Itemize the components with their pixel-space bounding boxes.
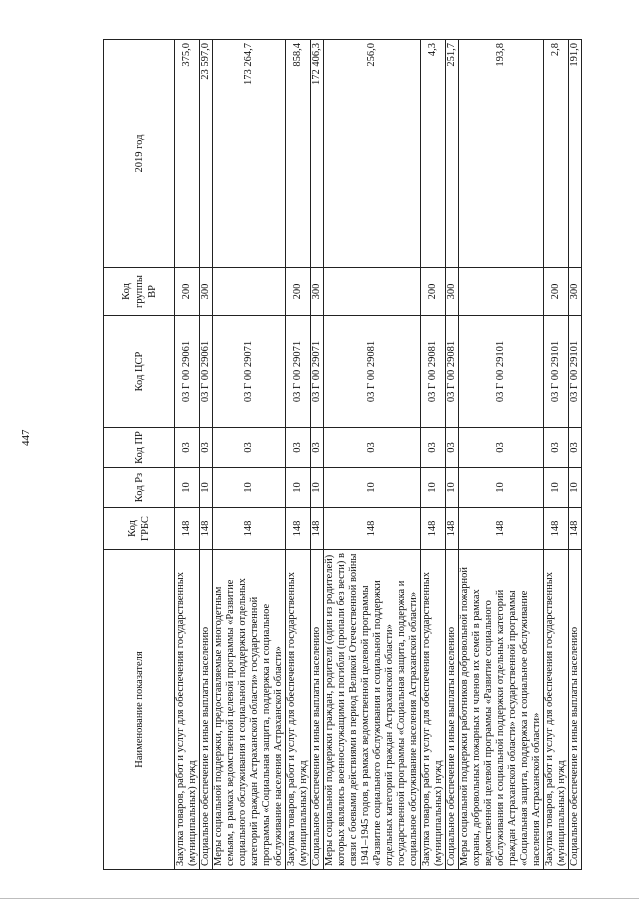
row-rz: 10 bbox=[175, 468, 200, 508]
table-row bbox=[324, 40, 421, 870]
row-amount: 858,4 bbox=[286, 40, 311, 268]
table-row bbox=[569, 40, 582, 870]
row-amount: 2,8 bbox=[544, 40, 569, 268]
row-pr: 03 bbox=[421, 428, 446, 468]
header-year: 2019 год bbox=[104, 40, 175, 268]
row-grbs: 148 bbox=[200, 508, 213, 550]
row-name: Социальное обеспечение и иные выплаты населению bbox=[569, 550, 582, 870]
header-name: Наименование показателя bbox=[104, 550, 175, 870]
row-grbs: 148 bbox=[175, 508, 200, 550]
table-row bbox=[311, 40, 324, 870]
row-name: Социальное обеспечение и иные выплаты населению bbox=[200, 550, 213, 870]
row-name: Закупка товаров, работ и услуг для обеспечения государственных (муниципальных) нужд bbox=[544, 550, 569, 870]
row-vr: 300 bbox=[311, 268, 324, 316]
row-pr: 03 bbox=[311, 428, 324, 468]
table-row bbox=[286, 40, 311, 870]
row-grbs: 148 bbox=[286, 508, 311, 550]
table-row bbox=[446, 40, 459, 870]
row-pr: 03 bbox=[286, 428, 311, 468]
table-header-row bbox=[104, 40, 175, 870]
rotated-table-container bbox=[103, 40, 580, 870]
budget-table bbox=[103, 39, 582, 870]
row-csr: 03 Г 00 29101 bbox=[459, 316, 544, 428]
row-grbs: 148 bbox=[213, 508, 286, 550]
row-grbs: 148 bbox=[446, 508, 459, 550]
row-amount: 193,8 bbox=[459, 40, 544, 268]
row-name: Закупка товаров, работ и услуг для обеспечения государственных (муниципальных) нужд bbox=[175, 550, 200, 870]
row-rz: 10 bbox=[324, 468, 421, 508]
row-vr: 200 bbox=[175, 268, 200, 316]
row-grbs: 148 bbox=[459, 508, 544, 550]
row-amount: 23 597,0 bbox=[200, 40, 213, 268]
row-amount: 172 406,3 bbox=[311, 40, 324, 268]
row-grbs: 148 bbox=[569, 508, 582, 550]
row-pr: 03 bbox=[213, 428, 286, 468]
row-grbs: 148 bbox=[324, 508, 421, 550]
row-rz: 10 bbox=[213, 468, 286, 508]
header-rz: Код Рз bbox=[104, 468, 175, 508]
row-csr: 03 Г 00 29081 bbox=[421, 316, 446, 428]
table-row bbox=[213, 40, 286, 870]
row-pr: 03 bbox=[324, 428, 421, 468]
row-rz: 10 bbox=[286, 468, 311, 508]
row-pr: 03 bbox=[175, 428, 200, 468]
header-csr: Код ЦСР bbox=[104, 316, 175, 428]
row-name: Социальное обеспечение и иные выплаты населению bbox=[446, 550, 459, 870]
row-csr: 03 Г 00 29071 bbox=[311, 316, 324, 428]
row-pr: 03 bbox=[544, 428, 569, 468]
page-number: 447 bbox=[20, 429, 32, 446]
row-vr: 200 bbox=[286, 268, 311, 316]
row-name: Меры социальной поддержки работников добровольной пожарной охраны, добровольных пожарных и членов их семей в рамках ведомственной целевой программы «Развитие социального обслуживания и социальной поддержки отдельных категорий граждан Астраханской области» государственной программы «Социальная защита, поддержка и социальное обслуживание населения Астраханской области» bbox=[459, 550, 544, 870]
row-vr: 300 bbox=[446, 268, 459, 316]
row-pr: 03 bbox=[569, 428, 582, 468]
header-vr: Код группы ВР bbox=[104, 268, 175, 316]
row-vr: 200 bbox=[421, 268, 446, 316]
row-csr: 03 Г 00 29071 bbox=[213, 316, 286, 428]
row-pr: 03 bbox=[200, 428, 213, 468]
table-row bbox=[421, 40, 446, 870]
row-rz: 10 bbox=[459, 468, 544, 508]
row-vr: 200 bbox=[544, 268, 569, 316]
header-pr: Код ПР bbox=[104, 428, 175, 468]
row-csr: 03 Г 00 29061 bbox=[200, 316, 213, 428]
row-name: Меры социальной поддержки граждан, родители (один из родителей) которых являлись военнослужащими и погибли (пропали без вести) в связи с боевыми действиями в период Великой Отечественной войны 1941–1945 годов, в рамках ведомственной целевой программы «Развитие социального обслуживания и социальной поддержки отдельных категорий граждан Астраханской области» государственной программы «Социальная защита, поддержка и социальное обслуживание населения Астраханской области» bbox=[324, 550, 421, 870]
row-rz: 10 bbox=[446, 468, 459, 508]
row-csr: 03 Г 00 29101 bbox=[544, 316, 569, 428]
row-rz: 10 bbox=[200, 468, 213, 508]
row-name: Меры социальной поддержки, предоставляемые многодетным семьям, в рамках ведомственной целевой программы «Развитие социального обслуживания и социальной поддержки отдельных категорий граждан Астраханской области» государственной программы «Социальная защита, поддержка и социальное обслуживание населения Астраханской области» bbox=[213, 550, 286, 870]
row-csr: 03 Г 00 29071 bbox=[286, 316, 311, 428]
row-amount: 256,0 bbox=[324, 40, 421, 268]
row-vr bbox=[213, 268, 286, 316]
row-grbs: 148 bbox=[544, 508, 569, 550]
row-pr: 03 bbox=[446, 428, 459, 468]
row-rz: 10 bbox=[421, 468, 446, 508]
table-row bbox=[200, 40, 213, 870]
row-csr: 03 Г 00 29081 bbox=[324, 316, 421, 428]
table-row bbox=[459, 40, 544, 870]
row-amount: 173 264,7 bbox=[213, 40, 286, 268]
row-amount: 251,7 bbox=[446, 40, 459, 268]
row-vr: 300 bbox=[200, 268, 213, 316]
row-csr: 03 Г 00 29101 bbox=[569, 316, 582, 428]
row-name: Закупка товаров, работ и услуг для обеспечения государственных (муниципальных) нужд bbox=[286, 550, 311, 870]
row-rz: 10 bbox=[569, 468, 582, 508]
row-vr: 300 bbox=[569, 268, 582, 316]
row-csr: 03 Г 00 29061 bbox=[175, 316, 200, 428]
row-grbs: 148 bbox=[311, 508, 324, 550]
row-rz: 10 bbox=[311, 468, 324, 508]
row-amount: 191,0 bbox=[569, 40, 582, 268]
row-grbs: 148 bbox=[421, 508, 446, 550]
row-pr: 03 bbox=[459, 428, 544, 468]
scan-edge-line bbox=[0, 898, 639, 899]
row-csr: 03 Г 00 29081 bbox=[446, 316, 459, 428]
row-amount: 375,0 bbox=[175, 40, 200, 268]
table-row bbox=[544, 40, 569, 870]
row-vr bbox=[324, 268, 421, 316]
row-name: Социальное обеспечение и иные выплаты населению bbox=[311, 550, 324, 870]
row-rz: 10 bbox=[544, 468, 569, 508]
row-amount: 4,3 bbox=[421, 40, 446, 268]
row-vr bbox=[459, 268, 544, 316]
header-grbs: Код ГРБС bbox=[104, 508, 175, 550]
row-name: Закупка товаров, работ и услуг для обеспечения государственных (муниципальных) нужд bbox=[421, 550, 446, 870]
table-row bbox=[175, 40, 200, 870]
